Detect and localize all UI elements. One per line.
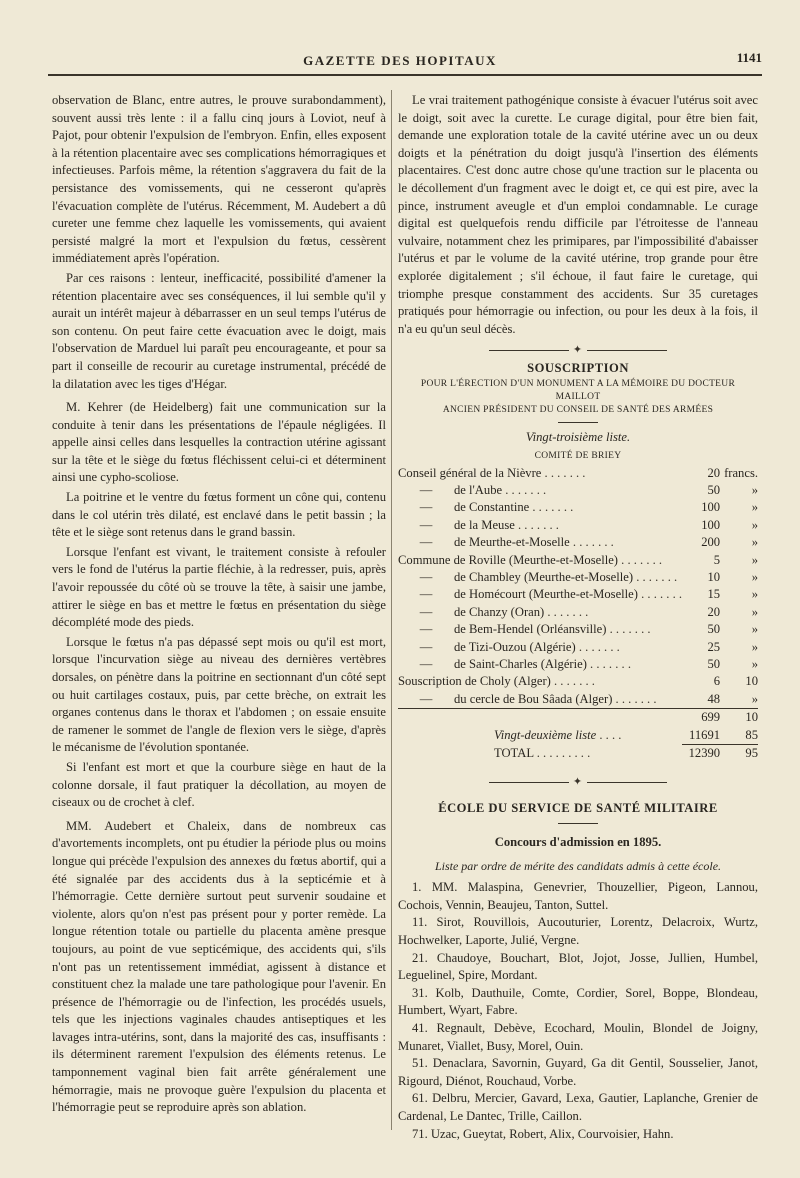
total-row: TOTAL . . . . . . . . . 12390 95 [398,745,758,763]
running-title: GAZETTE DES HOPITAUX [303,53,497,68]
subscription-row: — de Bem-Hendel (Orléansville) . . . . . . . 50 » [398,621,758,638]
subscription-amount: 25 [707,639,721,654]
subscription-cents: francs. [724,465,758,480]
subtotal-cents: 10 [720,709,758,727]
subscription-place: de Bem-Hendel (Orléansville) [454,622,607,637]
subscription-cents: » [751,569,758,584]
left-paragraph: La poitrine et le ventre du fœtus forment un cône qui, contenu dans le col utérin très dilaté, est enclavé dans le petit bassin ; la tête et le siège sont retenus dans le grand bassin. [52,490,386,540]
subscription-cents: 10 [745,674,758,689]
subscription-row: — de Constantine . . . . . . . 100 » [398,499,758,516]
subtotal-amount: 699 [682,709,720,727]
concours-title: Concours d'admission en 1895. [494,835,662,849]
previous-list-amount: 11691 [689,727,721,742]
subscription-amount: 100 [701,517,721,532]
subscription-place: de la Meuse [454,517,515,532]
subscription-committee: COMITÉ DE BRIEY [534,450,622,461]
short-rule [558,823,598,824]
subscription-place: de Chambley (Meurthe-et-Moselle) [454,569,634,584]
subscription-row: Commune de Roville (Meurthe-et-Moselle) . . . . . . . 5 » [398,552,758,569]
ditto-dash: — [419,500,433,515]
subscription-row: — de Saint-Charles (Algérie) . . . . . . . 50 » [398,656,758,673]
right-intro-paragraph: Le vrai traitement pathogénique consiste à évacuer l'utérus soit avec le doigt, soit avec la curette. Le curage digital, pour être bien fait, demande une exploration totale de la cavité utérine avec un ou deux doigts et la pénétration du doigt jusqu'à l'insertion des éléments placentaires. C'est donc autre chose qu'une traction sur le placenta ou le décollement d'un fragment avec le doigt et, ce qui est pire, avec la pince, instrument aveugle et d'un emploi condamnable. Le curage digital est quelquefois rendu difficile par l'étroitesse de l'anneau vulvaire, notamment chez les primipares, par l'impossibilité d'abaisser l'utérus et par le volume de la cavité utérine, trop grande pour être explorée digitalement ; s'il échoue, il faut faire le curetage, qui triomphe presque constamment des accidents. Sur 35 curetages pratiqués pour hémorragie ou infection, ou pour les deux à la fois, il n'a eu qu'un seul décès. [398,93,758,336]
subscription-place: de Constantine [454,500,530,515]
subscription-cents: » [751,691,758,706]
rank-group: 21. Chaudoye, Bouchart, Blot, Jojot, Josse, Jullien, Humbel, Leguelinel, Spire, Mordant. [398,950,758,983]
subscription-amount: 50 [707,622,721,637]
ditto-dash: — [419,587,433,602]
subscription-cents: » [751,587,758,602]
rank-group: 51. Denaclara, Savornin, Guyard, Ga dit Gentil, Sousselier, Janot, Rigourd, Diénot, Rouchaud, Vorbe. [398,1056,758,1088]
subscription-cents: » [751,482,758,497]
ditto-dash: — [419,535,433,550]
subscription-amount: 100 [701,500,721,515]
subscription-cents: » [751,604,758,619]
subscription-place: de l'Aube [454,482,503,497]
subscription-row: — de Chambley (Meurthe-et-Moselle) . . . . . . . 10 » [398,569,758,586]
subscription-row: — de Meurthe-et-Moselle . . . . . . . 200 » [398,534,758,551]
subscription-list-title: Vingt-troisième liste. [525,429,631,444]
column-divider [391,90,392,1130]
subscription-cents: » [751,552,758,567]
subscription-row: Conseil général de la Nièvre . . . . . . . 20 francs. [398,465,758,482]
rank-group: 61. Delbru, Mercier, Gavard, Lexa, Gautier, Laplanche, Grenier de Cardenal, Le Dantec, Trille, Caillon. [398,1091,758,1123]
left-paragraph: Lorsque le fœtus n'a pas dépassé sept mois ou qu'il est mort, lorsque l'incurvation siège au niveau des dernières vertèbres dorsales, on pénètre dans la poitrine en sectionnant d'un côté sept ou huit cartilages costaux, puis, par cette brèche, on extrait les organes contenus dans le thorax et l'abdomen ; on essaie ensuite de ramener le sommet de l'angle de flexion vers le siège, d'après le mécanisme de l'évolution spontanée. [52,634,386,755]
subscription-place: de Saint-Charles (Algérie) [454,656,587,671]
subscription-amount: 200 [701,535,721,550]
subscription-place: du cercle de Bou Sâada (Alger) [454,691,613,706]
ditto-dash: — [419,569,433,584]
rank-list [398,879,758,1143]
rank-group: 11. Sirot, Rouvillois, Aucouturier, Lorentz, Delacroix, Wurtz, Hochwelker, Laporte, Julié, Vergne. [398,915,758,947]
left-paragraph: Lorsque l'enfant est vivant, le traitement consiste à refouler vers le fond de l'utérus la partie fléchie, à la redresser, puis, après l'avoir repoussée du côté où se trouve la tête, à saisir une jambe, attirer le siège en bas et mettre le fœtus en présentation du siège décomplété mode des pieds. [52,544,386,630]
left-paragraph: observation de Blanc, entre autres, le prouve surabondamment), souvent aussi très lente : il a fallu cinq jours à Loviot, neuf à Pajot, pour obtenir l'expulsion de l'embryon. Enfin, elles exposent à la rétention placentaire avec ses complications hémorragiques et infectieuses. Parfois même, la rétention s'aggravera du fait de la persistance des vomissements, qui ne cesseront qu'après l'évacuation complète de l'utérus. Récemment, M. Audebert a dû cureter une femme chez laquelle les vomissements, qui avaient persisté malgré la mort et l'expulsion du fœtus, cessèrent immédiatement après l'opération. [52,93,386,266]
ornament-divider: ✦ [398,344,758,356]
subscription-amount: 20 [707,465,721,480]
subscription-row: — du cercle de Bou Sâada (Alger) . . . . . . . 48 » [398,691,758,709]
subscription-cents: » [751,639,758,654]
subscription-cents: » [751,622,758,637]
subscription-place: de Tizi-Ouzou (Algérie) [454,639,576,654]
page-number: 1141 [736,50,762,65]
subscription-cents: » [751,535,758,550]
ecole-title: ÉCOLE DU SERVICE DE SANTÉ MILITAIRE [438,801,718,816]
subscription-row: Souscription de Choly (Alger) . . . . . . . 6 10 [398,673,758,690]
left-paragraph: MM. Audebert et Chaleix, dans de nombreux cas d'avortements incomplets, ont pu étudier la période plus ou moins longue qui précède l'expulsion des annexes du fœtus abortif, qui a été signalée par des accidents dus à la septicémie et à l'hémorragie. Cette dernière surtout peut survenir soudaine et violente, alors qu'on n'est pas présent pour y porter remède. La longue rétention totale ou partielle du placenta amène presque toujours, au point de vue septicémique, des accidents qui, s'ils n'ont pas un retentissement immédiat, agissent à distance et constituent chez la malade une tare pathologique pour l'avenir. En présence de l'hémorragie ou de l'infection, les procédés usuels, tels que les injections vaginales chaudes antiseptiques et les lavages intra-utérins, sont, dans la majorité des cas, insuffisants : ils déterminent rarement l'expulsion des éléments retenus. Le tamponnement vaginal bien fait arrête généralement une hémorragie, mais ne provoque guère l'expulsion du placenta et l'hémorragie peut se reproduire après son ablation. [52,818,386,1115]
subscription-amount: 50 [707,656,721,671]
subscription-place: Souscription de Choly (Alger) [398,674,551,689]
subscription-subtitle-2: ANCIEN PRÉSIDENT DU CONSEIL DE SANTÉ DES ARMÉES [442,404,714,415]
subscription-amount: 10 [707,569,721,584]
subscription-amount: 48 [707,691,721,706]
subscription-title: SOUSCRIPTION [527,361,629,376]
ditto-dash: — [419,622,433,637]
left-column [52,92,386,1119]
subscription-cents: » [751,517,758,532]
previous-list-cents: 85 [745,727,758,742]
subscription-amount: 6 [713,674,721,689]
subscription-place: de Chanzy (Oran) [454,604,545,619]
left-paragraph: M. Kehrer (de Heidelberg) fait une communication sur la conduite à tenir dans les présentations de l'épaule négligées. Il appelle ainsi celles dans lesquelles la contraction utérine agissant sur la tête et le siège du fœtus fléchissent celui-ci et déterminent ainsi une cypho-scoliose. [52,400,386,485]
ditto-dash: — [419,691,433,706]
total-cents: 95 [720,745,758,763]
rank-group: 31. Kolb, Dauthuile, Comte, Cordier, Sorel, Boppe, Blondeau, Humbert, Wyart, Fabre. [398,985,758,1018]
subscription-place: de Homécourt (Meurthe-et-Moselle) [454,587,638,602]
ornament-divider: ✦ [398,776,758,788]
subscription-amount: 20 [707,604,721,619]
left-paragraph: Par ces raisons : lenteur, inefficacité, possibilité d'amener la rétention placentaire avec ses conséquences, il lui semble qu'il y aurait un intérêt majeur à débarrasser en un seul temps l'utérus de son contenu. On peut faire cette évacuation avec le doigt, mais l'observation de Marduel lui paraît peu encourageante, et pour sa part il conseille de recourir au curetage instrumental, précédé de la dilatation avec les tiges d'Hégar. [52,270,386,391]
header-rule [48,74,762,76]
subscription-cents: » [751,656,758,671]
ditto-dash: — [419,517,433,532]
running-head [0,50,800,72]
ditto-dash: — [419,639,433,654]
subscription-row: — de Tizi-Ouzou (Algérie) . . . . . . . 25 » [398,639,758,656]
total-label: TOTAL [494,745,534,760]
previous-list-row: Vingt-deuxième liste . . . . 11691 85 [398,727,758,745]
rank-group: 41. Regnault, Debève, Ecochard, Moulin, Blondel de Joigny, Munaret, Viallet, Busy, Morel, Ouin. [398,1020,758,1053]
ditto-dash: — [419,604,433,619]
subscription-amount: 5 [713,552,721,567]
concours-subtitle: Liste par ordre de mérite des candidats admis à cette école. [434,858,722,873]
subscription-row: — de Chanzy (Oran) . . . . . . . 20 » [398,604,758,621]
subscription-subtitle-1: POUR L'ÉRECTION D'UN MONUMENT A LA MÉMOIRE DU DOCTEUR MAILLOT [420,378,736,402]
subscription-row: — de la Meuse . . . . . . . 100 » [398,517,758,534]
subscription-row: — de l'Aube . . . . . . . 50 » [398,482,758,499]
ditto-dash: — [419,656,433,671]
subscription-cents: » [751,500,758,515]
subscription-amount: 15 [707,587,721,602]
subscription-place: Conseil général de la Nièvre [398,465,542,480]
rank-group: 71. Uzac, Gueytat, Robert, Alix, Courvoisier, Hahn. [412,1126,674,1141]
subtotal-row [398,709,758,727]
ditto-dash: — [419,482,433,497]
total-amount: 12390 [682,745,720,763]
subscription-table [398,465,758,763]
subscription-row: — de Homécourt (Meurthe-et-Moselle) . . . . . . . 15 » [398,586,758,603]
rank-group: 1. MM. Malaspina, Genevrier, Thouzellier, Pigeon, Lannou, Cochois, Vennin, Beaujeu, Tanton, Suttel. [398,880,758,912]
right-column [398,92,758,1143]
subscription-place: de Meurthe-et-Moselle [454,535,570,550]
short-rule [558,422,598,423]
subscription-amount: 50 [707,482,721,497]
previous-list-label: Vingt-deuxième liste [494,727,597,742]
subscription-place: Commune de Roville (Meurthe-et-Moselle) [398,552,618,567]
left-paragraph: Si l'enfant est mort et que la courbure siège en haut de la colonne dorsale, il faut pratiquer la décollation, au moyen de ciseaux ou de crochet à clef. [52,759,386,810]
